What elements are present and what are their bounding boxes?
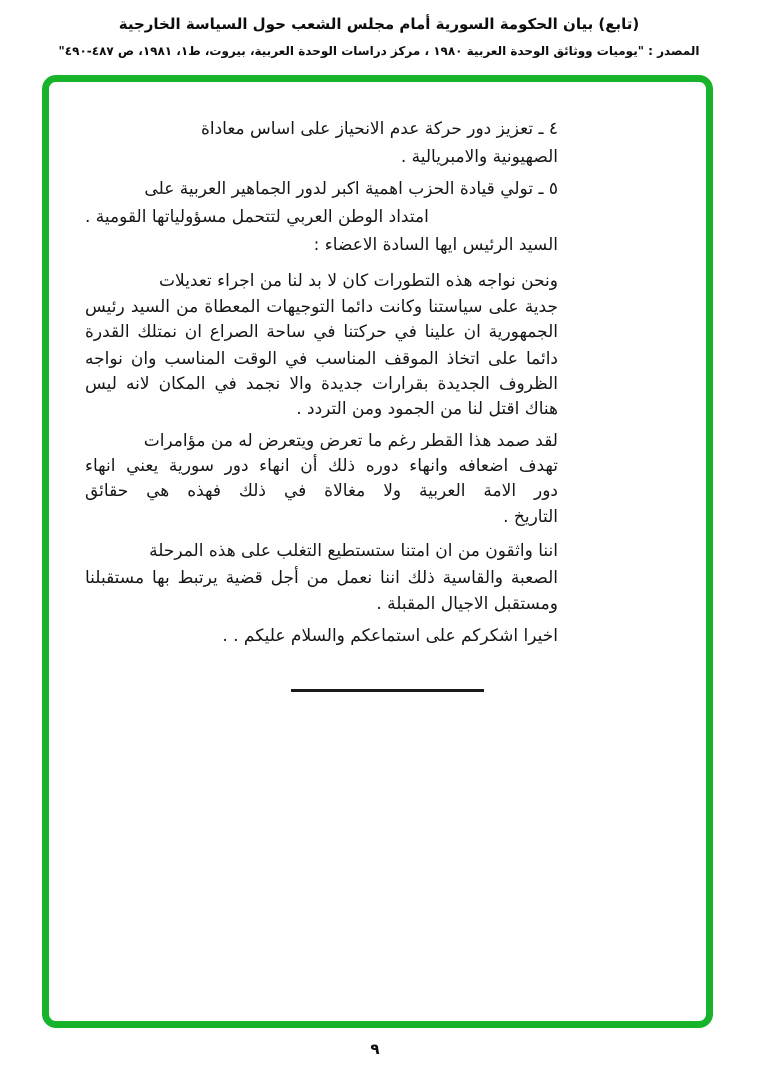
paragraph-1-line-5: الظروف الجديدة بقرارات جديدة والا نجمد في المكان لانه ليس [85,374,558,394]
list-item-4-line-1: ٤ ـ تعزيز دور حركة عدم الانحياز على اساس معاداة [200,119,558,139]
paragraph-3-line-1: اننا واثقون من ان امتنا ستستطيع التغلب على هذه المرحلة [149,541,558,561]
document-title: (تابع) بيان الحكومة السورية أمام مجلس الشعب حول السياسة الخارجية [118,15,640,33]
paragraph-3-line-3: ومستقبل الاجيال المقبلة . [376,594,558,614]
body-text-column [85,0,558,700]
list-item-5-line-1: ٥ ـ تولي قيادة الحزب اهمية اكبر لدور الجماهير العربية على [144,179,558,199]
source-citation: المصدر : "يوميات ووثائق الوحدة العربية ١٩٨٠ ، مركز دراسات الوحدة العربية، بيروت، ط١، ١٩٨١، ص ٤٨٧-٤٩٠" [58,44,700,58]
paragraph-1-line-4: دائما على اتخاذ الموقف المناسب في الوقت المناسب وان نواجه [85,349,558,369]
paragraph-1-line-3: الجمهورية ان علينا في حركتنا في ساحة الصراع ان نمتلك القدرة [85,322,558,342]
paragraph-2-line-1: لقد صمد هذا القطر رغم ما تعرض ويتعرض له من مؤامرات [143,431,558,451]
paragraph-1-line-6: هناك اقتل لنا من الجمود ومن التردد . [296,399,558,419]
paragraph-2-line-3: دور الامة العربية ولا مغالاة في ذلك فهذه هي حقائق [85,481,558,501]
closing-line: اخيرا اشكركم على استماعكم والسلام عليكم . . [222,626,558,646]
paragraph-2-line-2: تهدف اضعافه وانهاء دوره ذلك أن انهاء دور سورية يعني انهاء [85,456,558,476]
paragraph-3-line-2: الصعبة والقاسية ذلك اننا نعمل من أجل قضية يرتبط بها مستقبلنا [85,568,558,588]
page-number: ٩ [370,1040,380,1058]
list-item-5-line-2: امتداد الوطن العربي لتتحمل مسؤولياتها القومية . [85,207,429,227]
paragraph-2-line-4: التاريخ . [503,507,558,527]
paragraph-1-line-1: ونحن نواجه هذه التطورات كان لا بد لنا من اجراء تعديلات [159,271,558,291]
closing-rule [291,689,484,692]
salutation-line: السيد الرئيس ايها السادة الاعضاء : [313,235,558,255]
paragraph-1-line-2: جدية على سياستنا وكانت دائما التوجيهات المعطاة من السيد رئيس [85,297,558,317]
list-item-4-line-2: الصهيونية والامبريالية . [400,147,558,167]
